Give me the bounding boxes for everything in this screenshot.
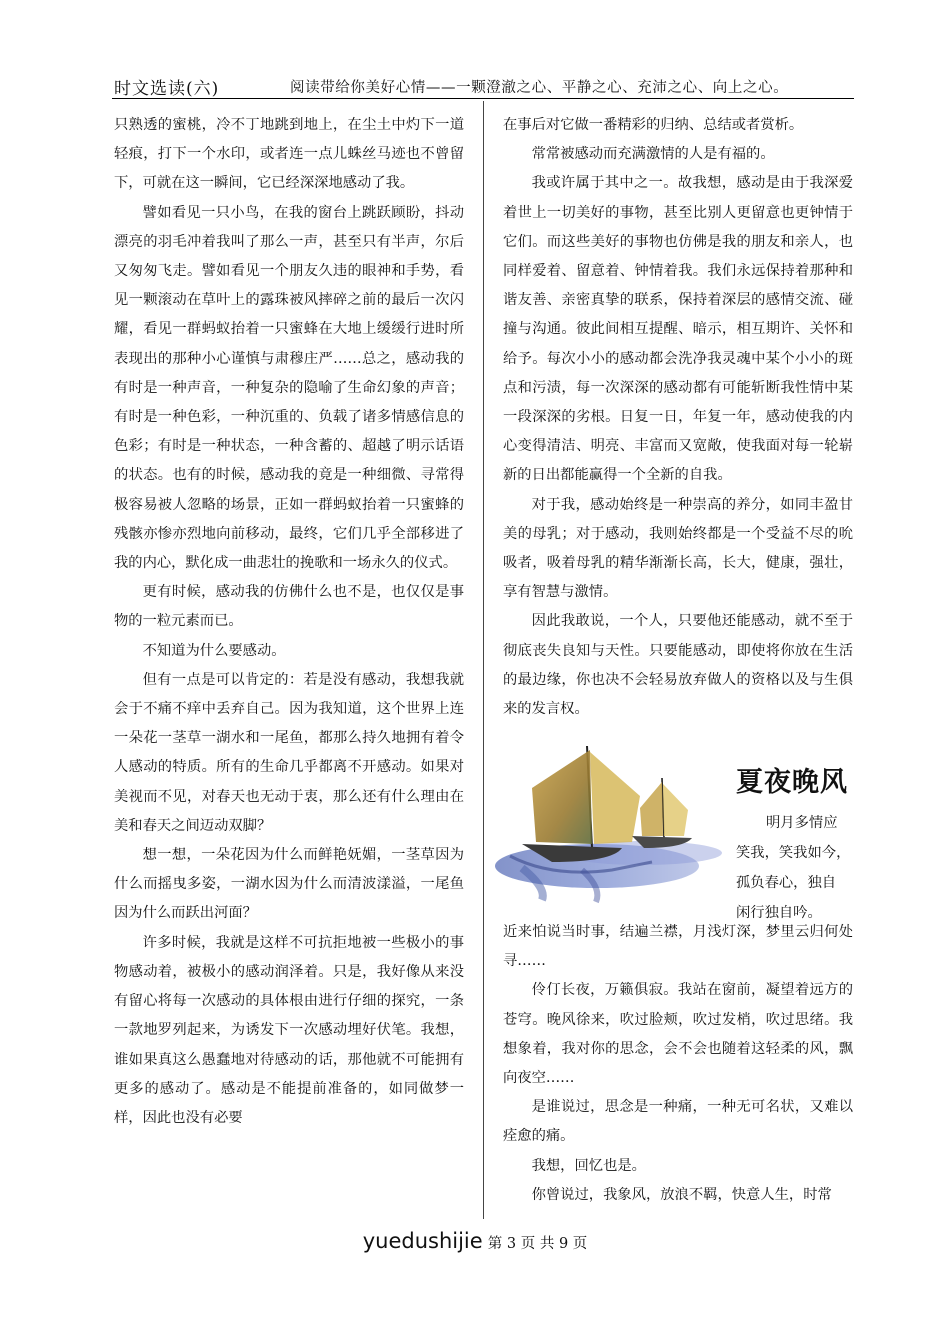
paragraph: 但有一点是可以肯定的：若是没有感动，我想我就会于不痛不痒中丢弃自己。因为我知道，这个世界上连一朵花一茎草一湖水和一尾鱼，都那么持久地拥有着令人感动的特质。所有的生命几乎都离不开感动。如果对美视而不见，对春天也无动于衷，那么还有什么理由在美和春天之间迈动双脚？ bbox=[114, 671, 464, 834]
header-slogan: 阅读带给你美好心情——一颗澄澈之心、平静之心、充沛之心、向上之心。 bbox=[290, 80, 789, 96]
right-column bbox=[503, 111, 853, 724]
poem-verse bbox=[736, 808, 856, 928]
poem-line: 笑我，笑我如今， bbox=[736, 845, 851, 861]
header-series-title: 时文选读(六) bbox=[114, 79, 220, 99]
column-divider bbox=[483, 101, 484, 1219]
footer-site-name: yuedushijie bbox=[362, 1229, 483, 1253]
paragraph: 许多时候，我就是这样不可抗拒地被一些极小的事物感动着，被极小的感动润泽着。只是，我好像从来没有留心将每一次感动的具体根由进行仔细的探究，一条一款地罗列起来，为诱发下一次感动埋好伏笔。我想，谁如果真这么愚蠢地对待感动的话，那他就不可能拥有更多的感动了。感动是不能提前准备的，如同做梦一样，因此也没有必要 bbox=[114, 934, 464, 1126]
paragraph: 常常被感动而充满激情的人是有福的。 bbox=[531, 146, 775, 163]
paragraph: 我或许属于其中之一。故我想，感动是由于我深爱着世上一切美好的事物，甚至比别人更留意也更钟情于它们。而这些美好的事物也仿佛是我的朋友和亲人，也同样爱着、留意着、钟情着我。我们永远保持着那种和谐友善、亲密真挚的联系，保持着深层的感情交流、碰撞与沟通。彼此间相互提醒、暗示，相互期许、关怀和给予。每次小小的感动都会洗净我灵魂中某个小小的斑点和污渍，每一次深深的感动都有可能斩断我性情中某一段深深的劣根。日复一日，年复一年，感动使我的内心变得清洁、明亮、丰富而又宽敞，使我面对每一轮崭新的日出都能赢得一个全新的自我。 bbox=[503, 175, 853, 484]
sailboat-illustration bbox=[492, 738, 732, 904]
paragraph: 伶仃长夜，万籁俱寂。我站在窗前，凝望着远方的苍穹。晚风徐来，吹过脸颊，吹过发梢，吹过思绪。我想象着，我对你的思念，会不会也随着这轻柔的风，飘向夜空…… bbox=[503, 982, 853, 1087]
right-column-continued bbox=[503, 918, 853, 1210]
paragraph: 更有时候，感动我的仿佛什么也不是，也仅仅是事物的一粒元素而已。 bbox=[114, 584, 464, 630]
paragraph: 我想，回忆也是。 bbox=[531, 1157, 646, 1174]
left-column bbox=[114, 111, 464, 1133]
paragraph: 譬如看见一只小鸟，在我的窗台上跳跃顾盼，抖动漂亮的羽毛冲着我叫了那么一声，甚至只有半声，尔后又匆匆飞走。譬如看见一个朋友久违的眼神和手势，看见一颗滚动在草叶上的露珠被风摔碎之前的最后一次闪耀，看见一群蚂蚁抬着一只蜜蜂在大地上缓缓行进时所表现出的那种小心谨慎与肃穆庄严……总之，感动我的有时是一种声音，一种复杂的隐喻了生命幻象的声音；有时是一种色彩，一种沉重的、负载了诸多情感信息的色彩；有时是一种状态，一种含蓄的、超越了明示话语的状态。也有的时候，感动我的竟是一种细微、寻常得极容易被人忽略的场景，正如一群蚂蚁抬着一只蜜蜂的残骸亦惨亦烈地向前移动，最终，它们几乎全部移进了我的内心，默化成一曲悲壮的挽歌和一场永久的仪式。 bbox=[114, 204, 464, 572]
paragraph: 只熟透的蜜桃，冷不丁地跳到地上，在尘土中灼下一道轻痕，打下一个水印，或者连一点儿蛛丝马迹也不曾留下，可就在这一瞬间，它已经深深地感动了我。 bbox=[114, 117, 464, 192]
poem-line: 闲行独自吟。 bbox=[736, 905, 822, 921]
paragraph: 因此我敢说，一个人，只要他还能感动，就不至于彻底丧失良知与天性。只要能感动，即使将你放在生活的最边缘，你也决不会轻易放弃做人的资格以及与生俱来的发言权。 bbox=[503, 613, 853, 718]
page-number: 第 3 页 共 9 页 bbox=[487, 1236, 588, 1252]
poem-line: 孤负春心，独自 bbox=[736, 875, 837, 891]
paragraph: 不知道为什么要感动。 bbox=[142, 642, 286, 659]
paragraph: 是谁说过，思念是一种痛，一种无可名状，又难以痊愈的痛。 bbox=[503, 1099, 853, 1145]
paragraph: 想一想，一朵花因为什么而鲜艳妩媚，一茎草因为什么而摇曳多姿，一湖水因为什么而清波漾溢，一尾鱼因为什么而跃出河面？ bbox=[114, 847, 464, 922]
poem-continuation: 近来怕说当时事，结遍兰襟，月浅灯深，梦里云归何处寻…… bbox=[503, 924, 853, 970]
paragraph: 在事后对它做一番精彩的归纳、总结或者赏析。 bbox=[503, 117, 804, 133]
paragraph: 你曾说过，我象风，放浪不羁，快意人生，时常 bbox=[531, 1186, 832, 1203]
poem-line: 明月多情应 bbox=[766, 815, 838, 831]
paragraph: 对于我，感动始终是一种崇高的养分，如同丰盈甘美的母乳；对于感动，我则始终都是一个受益不尽的吮吸者，吸着母乳的精华渐渐长高，长大，健康，强壮，享有智慧与激情。 bbox=[503, 496, 853, 601]
page-footer bbox=[0, 1229, 950, 1253]
poem-title: 夏夜晚风 bbox=[736, 767, 848, 798]
page-header bbox=[112, 76, 854, 99]
